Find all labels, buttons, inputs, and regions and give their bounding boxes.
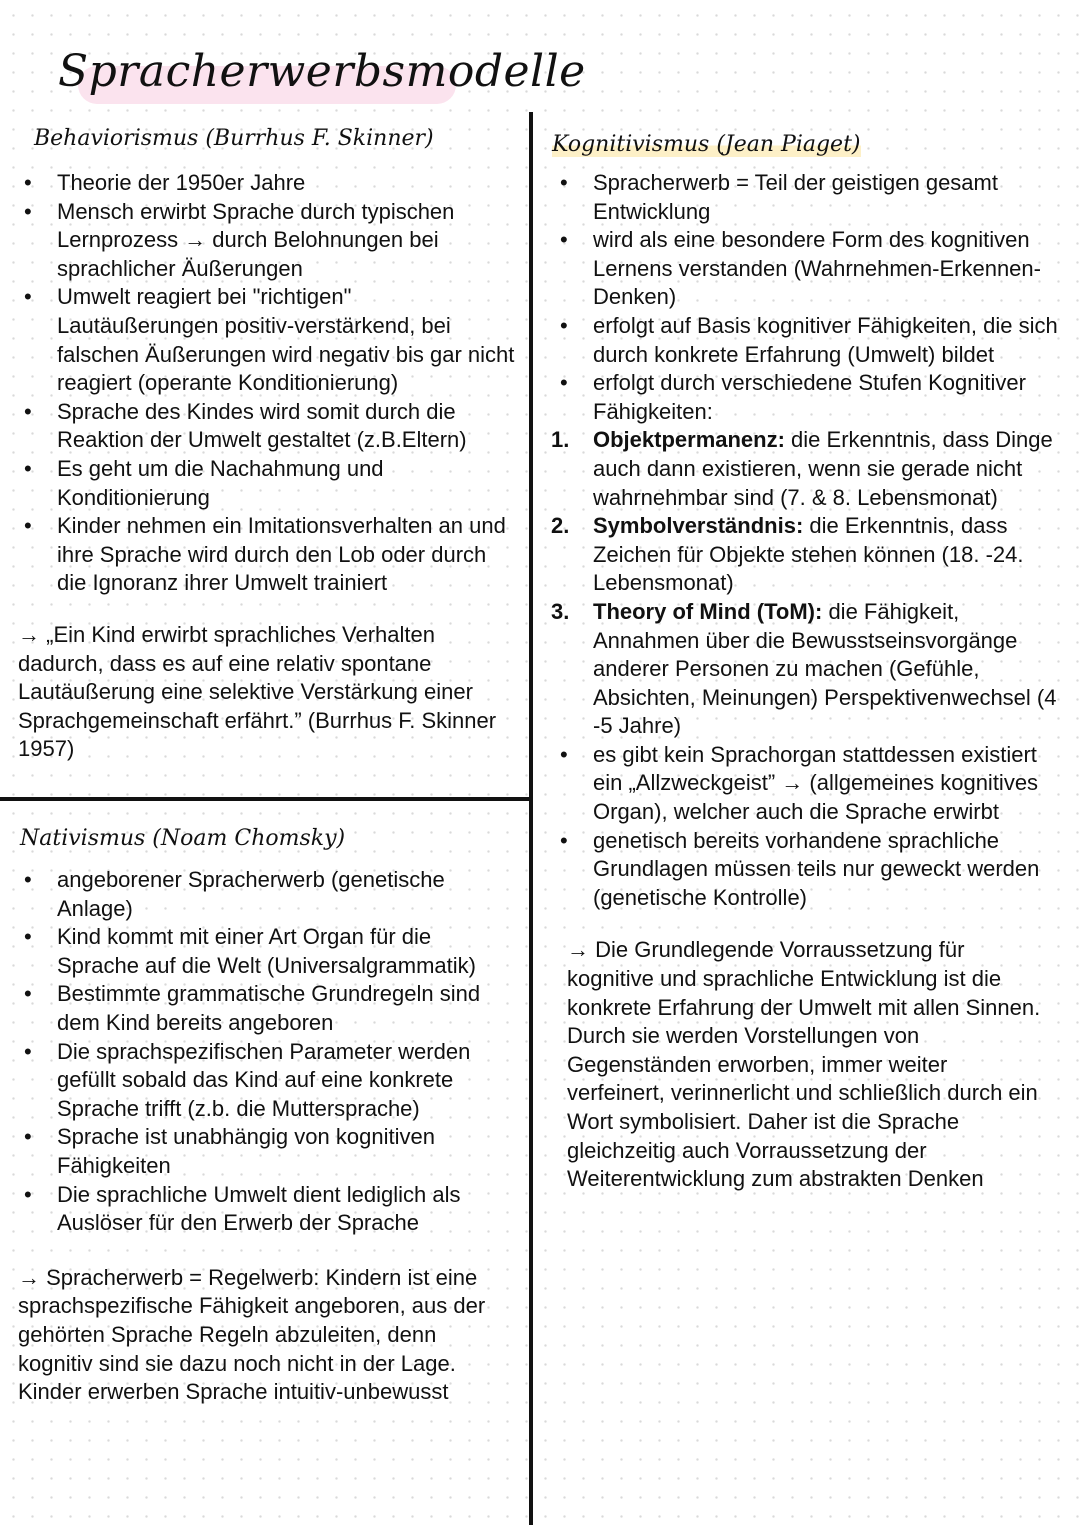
list-item: • Sprache des Kindes wird somit durch die Reaktion der Umwelt gestaltet (z.B.Eltern) [18, 398, 518, 455]
list-item: • genetisch bereits vorhandene sprachliche Grundlagen müssen teils nur geweckt werden (genetische Kontrolle) [554, 827, 1064, 913]
list-item: • es gibt kein Sprachorgan stattdessen existiert ein „Allzweckgeist” → (allgemeines kognitives Organ), welcher auch die Sprache erwirbt [554, 741, 1064, 827]
behaviorismus-summary: → „Ein Kind erwirbt sprachliches Verhalten dadurch, dass es auf eine relativ spontane Lautäußerung eine selektive Verstärkung einer Sprachgemeinschaft erfährt.” (Burrhus F. Skinner 1957) [18, 621, 497, 762]
horizontal-divider [0, 797, 531, 801]
kognitivismus-summary: → Die Grundlegende Vorraussetzung für kognitive und sprachliche Entwicklung ist die konkrete Erfahrung der Umwelt mit allen Sinnen. Durch sie werden Vorstellungen von Gegenständen erworben, immer weiter verfeinert, verinnerlicht und schließlich durch ein Wort symbolisiert. Daher ist die Sprache gleichzeitig auch Vorraussetzung der Weiterentwicklung zum abstrakten Denken [567, 937, 1041, 1192]
title-block [58, 46, 586, 97]
list-item: • angeborener Spracherwerb (genetische Anlage) [18, 866, 510, 923]
list-item: • wird als eine besondere Form des kognitiven Lernens verstanden (Wahrnehmen-Erkennen-Denken) [554, 226, 1064, 312]
kognitivismus-heading: Kognitivismus (Jean Piaget) [552, 132, 861, 157]
list-item: • Bestimmte grammatische Grundregeln sind dem Kind bereits angeboren [18, 980, 510, 1037]
list-item: • erfolgt auf Basis kognitiver Fähigkeiten, die sich durch konkrete Erfahrung (Umwelt) bildet [554, 312, 1064, 369]
list-item: • Umwelt reagiert bei "richtigen" Lautäußerungen positiv-verstärkend, bei falschen Äußerungen wird negativ bis gar nicht reagiert (operante Konditionierung) [18, 283, 518, 397]
kognitivismus-stages [551, 426, 1064, 741]
stage-item: 3. Theory of Mind (ToM): die Fähigkeit, Annahmen über die Bewusstseinsvorgänge anderer Personen zu machen (Gefühle, Absichten, Meinungen) Perspektivenwechsel (4 -5 Jahre) [551, 598, 1057, 739]
nativismus-section [18, 866, 510, 1407]
behaviorismus-heading: Behaviorismus (Burrhus F. Skinner) [34, 126, 434, 151]
list-item: • Die sprachliche Umwelt dient lediglich als Auslöser für den Erwerb der Sprache [18, 1181, 510, 1238]
list-item: • Kind kommt mit einer Art Organ für die Sprache auf die Welt (Universalgrammatik) [18, 923, 510, 980]
list-item: • Es geht um die Nachahmung und Konditionierung [18, 455, 518, 512]
nativismus-list [18, 866, 510, 1238]
behaviorismus-list [18, 169, 518, 598]
stage-item: 2. Symbolverständnis: die Erkenntnis, dass Zeichen für Objekte stehen können (18. -24. Lebensmonat) [551, 513, 1024, 596]
nativismus-heading: Nativismus (Noam Chomsky) [20, 826, 346, 851]
list-item: • Theorie der 1950er Jahre [18, 169, 518, 198]
behaviorismus-section [18, 169, 518, 764]
kognitivismus-list-a [554, 169, 1064, 426]
kognitivismus-list-b [554, 741, 1064, 913]
page-title: Spracherwerbsmodelle [58, 46, 586, 97]
list-item: • erfolgt durch verschiedene Stufen Kognitiver Fähigkeiten: [554, 369, 1064, 426]
list-item: • Kinder nehmen ein Imitationsverhalten an und ihre Sprache wird durch den Lob oder durch die Ignoranz ihrer Umwelt trainiert [18, 512, 518, 598]
kognitivismus-section [551, 169, 1064, 1194]
nativismus-summary: → Spracherwerb = Regelwerb: Kindern ist eine sprachspezifische Fähigkeit angeboren, aus der gehörten Sprache Regeln abzuleiten, denn kognitiv sind sie dazu noch nicht in der Lage. Kinder erwerben Sprache intuitiv-unbewusst [18, 1264, 486, 1405]
vertical-divider [529, 112, 533, 1525]
list-item: • Spracherwerb = Teil der geistigen gesamt Entwicklung [554, 169, 1064, 226]
list-item: • Die sprachspezifischen Parameter werden gefüllt sobald das Kind auf eine konkrete Sprache trifft (z.b. die Muttersprache) [18, 1038, 510, 1124]
list-item: • Mensch erwirbt Sprache durch typischen Lernprozess → durch Belohnungen bei sprachlicher Äußerungen [18, 198, 518, 284]
list-item: • Sprache ist unabhängig von kognitiven Fähigkeiten [18, 1123, 510, 1180]
stage-item: 1. Objektpermanenz: die Erkenntnis, dass Dinge auch dann existieren, wenn sie gerade nicht wahrnehmbar sind (7. & 8. Lebensmonat) [551, 427, 1053, 510]
